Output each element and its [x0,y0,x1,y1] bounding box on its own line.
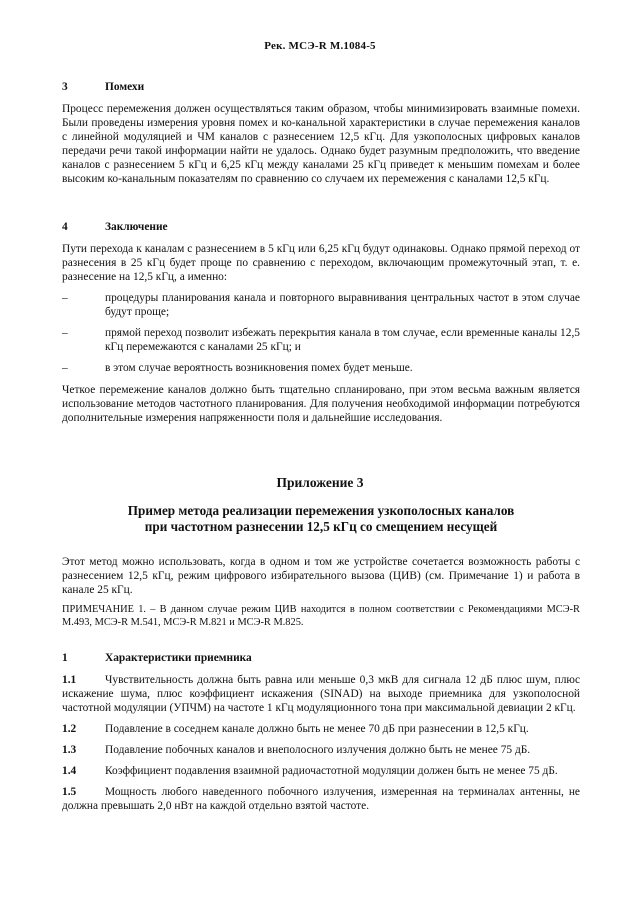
annex-title: Приложение 3 [276,475,364,490]
section-4 [62,220,580,425]
clause-number: 1.2 [62,723,77,735]
clause-1-2 [62,722,580,736]
section-number: 4 [62,221,68,233]
clause-text: Подавление побочных каналов и внеполосного излучения должно быть не менее 75 дБ. [105,744,531,756]
section-number: 3 [62,81,68,93]
annex-intro: Этот метод можно использовать, когда в одном и том же устройстве сочетается возможность работы с разнесением 12,5 кГц, режим цифрового избирательного вызова (ЦИВ) (см. Примечание 1) и работа в канале 25 кГц. [62,556,580,596]
section-title: Заключение [105,221,168,233]
list-dash: – [62,362,68,374]
section-4-intro: Пути перехода к каналам с разнесением в 5 кГц или 6,25 кГц будут одинаковы. Однако прямой переход от разнесения в 25 кГц будет проще по сравнению с переходом, включающим промежуточный этап, т. е. разнесение на 12,5 кГц, а именно: [62,243,580,283]
list-item [62,361,580,375]
list-dash: – [62,327,68,339]
annex-subtitle-line-1: Пример метода реализации перемежения узкополосных каналов [127,503,515,518]
list-dash: – [62,292,68,304]
section-3 [62,80,580,186]
clause-1-5 [62,785,580,813]
section-title: Помехи [105,81,145,93]
annex-subtitle-line-2: при частотном разнесении 12,5 кГц со смещением несущей [144,519,498,534]
section-receiver [62,651,580,813]
clause-text: Чувствительность должна быть равна или меньше 0,3 мкВ для сигнала 12 дБ плюс шум, плюс искажение шума, плюс коэффициент искажения (SINAD) на выходе приемника для узкополосной частотной модуляции (УПЧМ) на частоте 1 кГц модуляционного тона при максимальной девиации 2 кГц. [62,674,580,714]
running-header: Рек. МСЭ-R M.1084-5 [264,40,376,52]
section-title: Характеристики приемника [105,652,252,664]
section-3-paragraph: Процесс перемежения должен осуществляться таким образом, чтобы минимизировать взаимные помехи. Были проведены измерения уровня помех и ко-канальной характеристики в случае перемежения каналов с линейной модуляцией и ЧМ каналов с разнесением 12,5 кГц. Для узкополосных цифровых каналов передачи речи такой информации найти не удалось. Однако будет разумным предположить, что введение каналов с разнесением 5 кГц и 6,25 кГц между каналами 25 кГц приведет к меньшим помехам и более высоким ко-канальным показателям по сравнению со случаем их перемежения с каналами 12,5 кГц. [62,103,580,185]
list-item [62,291,580,319]
section-4-heading [62,220,580,234]
section-3-heading [62,80,580,94]
list-item-text: в этом случае вероятность возникновения помех будет меньше. [105,362,413,374]
clause-1-3 [62,743,580,757]
list-item-text: процедуры планирования канала и повторного выравнивания центральных частот в этом случае будут проще; [105,292,580,318]
section-number: 1 [62,652,68,664]
clause-1-1 [62,673,580,715]
annex-subtitle [62,503,580,535]
section-receiver-heading [62,651,580,665]
clause-text: Коэффициент подавления взаимной радиочастотной модуляции должен быть не менее 75 дБ. [105,765,558,777]
clause-number: 1.3 [62,744,77,756]
clause-1-4 [62,764,580,778]
section-4-closing: Четкое перемежение каналов должно быть тщательно спланировано, при этом весьма важным является использование методов частотного планирования. Для получения необходимой информации потребуются дополнительные измерения напряженности поля и дальнейшие исследования. [62,384,580,424]
clause-text: Подавление в соседнем канале должно быть не менее 70 дБ при разнесении в 12,5 кГц. [105,723,529,735]
list-item-text: прямой переход позволит избежать перекрытия канала в том случае, если временные каналы 12,5 кГц перемежаются с каналами 25 кГц; и [105,327,580,353]
clause-number: 1.5 [62,786,77,798]
annex-body [62,555,580,629]
clause-text: Мощность любого наведенного побочного излучения, измеренная на терминалах антенны, не должна превышать 2,0 нВт на каждой отдельно взятой частоте. [62,786,580,812]
clause-number: 1.1 [62,674,77,686]
annex-note: ПРИМЕЧАНИЕ 1. – В данном случае режим ЦИВ находится в полном соответствии с Рекомендациями МСЭ-R M.493, МСЭ-R M.541, МСЭ-R M.821 и МСЭ-R M.825. [62,604,580,628]
list-item [62,326,580,354]
clause-number: 1.4 [62,765,77,777]
